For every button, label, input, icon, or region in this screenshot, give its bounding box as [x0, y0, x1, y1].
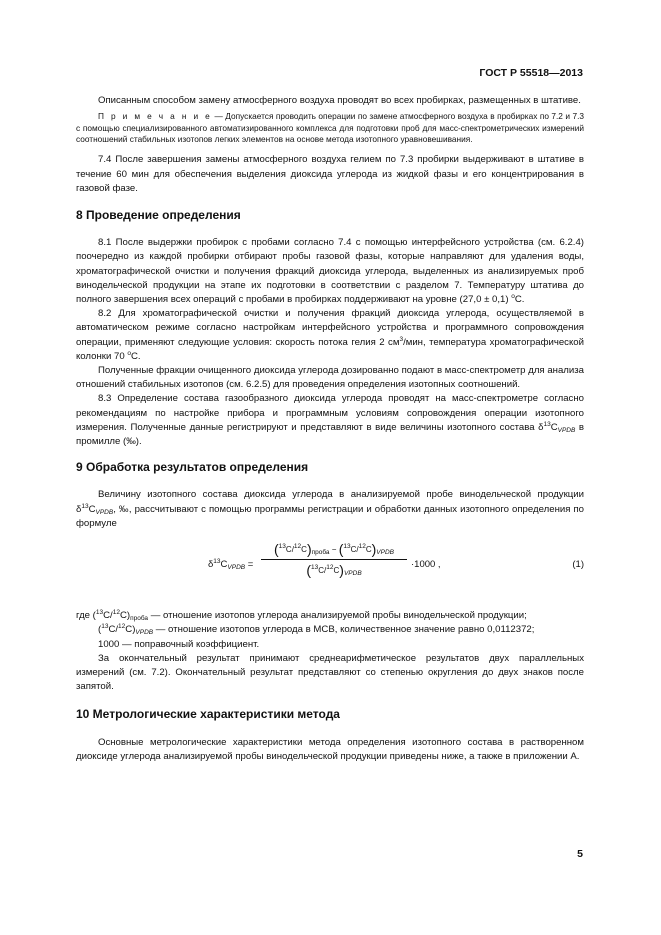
- formula-number: (1): [572, 559, 584, 571]
- note-text: — Допускается проводить операции по замене атмосферного воздуха в пробирках по 7.2 и 7.3 с помощью специализированного автоматизированного комплекса для подготовки проб для масс-спектрометрических измерений соотношений стабильных изотопов легких элементов на основе метода изотопного уравновешивания.: [76, 111, 584, 145]
- page-number: 5: [577, 848, 583, 860]
- formula-denominator: $(^{13}C/^{12}C)_{VPDB}$: [306, 562, 362, 579]
- formula-1: [76, 539, 584, 601]
- formula-fraction: [259, 539, 409, 580]
- definition-2: $(^{13}C/^{12}C)_{VPDB}$ — отношение изотопов углерода в МСВ, количественное значение равно 0,0112372;: [98, 623, 535, 637]
- formula-lhs: $\delta^{13}C_{VPDB}$ =: [208, 558, 254, 572]
- formula-numerator: $(^{13}C/^{12}C)_{проба} - (^{13}C/^{12}C)_{VPDB}$: [274, 541, 394, 558]
- paragraph-8-3: 8.3 Определение состава газообразного диоксида углерода проводят на масс-спектрометре согласно рекомендациям по настройке прибора и программным условиям сопровождения операции изотопного измерения. Полученные данные регистрируют и представляют в виде величины изотопного состава $\delta^{13}C_{VPDB}$ в промилле (‰).: [76, 393, 585, 448]
- paragraph-8-2b: Полученные фракции очищенного диоксида углерода дозированно подают в масс-спектрометр для анализа отношений стабильных изотопов (см. 6.2.5) для проведения определения изотопных соотношений.: [76, 365, 584, 391]
- formula-multiplier: ·1000 ,: [411, 559, 441, 571]
- paragraph-9-intro: Величину изотопного состава диоксида углерода в анализируемой пробе винодельческой продукции $\delta^{13}C_{VPDB}$, ‰, рассчитывают с помощью программы регистрации и обработки данных изотопного определения по формуле: [76, 489, 584, 529]
- paragraph-replacement: Описанным способом замену атмосферного воздуха проводят во всех пробирках, размещенных в штативе.: [98, 95, 581, 106]
- paragraph-8-1: 8.1 После выдержки пробирок с пробами согласно 7.4 с помощью интерфейсного устройства (см. 6.2.4) поочередно из каждой пробирки отбирают пробы газовой фазы, которые направляют для удаления воды, хроматографической очистки и получения фракций диоксида углерода, выделенных из анализируемых проб винодельческой продукции на этапе их подготовки в соответствии с разделом 7. Температуру штатива до полного завершения всех операций с пробами в пробирках поддерживают на уровне (27,0 ± 0,1) $^o$C.: [76, 237, 584, 306]
- section-8-title: 8 Проведение определения: [76, 208, 241, 223]
- section-10-title: 10 Метрологические характеристики метода: [76, 707, 340, 722]
- note-label: П р и м е ч а н и е: [98, 111, 213, 122]
- section-9-title: 9 Обработка результатов определения: [76, 460, 309, 475]
- standard-header: ГОСТ Р 55518—2013: [479, 67, 583, 79]
- page-content: [76, 94, 584, 764]
- paragraph-final-result: За окончательный результат принимают среднеарифметическое результатов двух параллельных измерений (см. 7.2). Окончательный результат представляют со степенью округления до двух знаков после запятой.: [76, 652, 584, 693]
- paragraph-7-4: 7.4 После завершения замены атмосферного воздуха гелием по 7.3 пробирки выдерживают в штативе в течение 60 мин для обеспечения выделения диоксида углерода из жидкой фазы и его концентрирования в газовой фазе.: [76, 154, 584, 194]
- note-paragraph: [76, 111, 584, 145]
- definition-1: где $(^{13}C/^{12}C)_{проба}$ — отношение изотопов углерода анализируемой пробы винодельческой продукции;: [76, 609, 527, 623]
- paragraph-8-2: 8.2 Для хроматографической очистки и получения фракций диоксида углерода, осуществляемой в автоматическом режиме согласно настройкам интерфейсного устройства и программного сопровождения операции, применяют следующие условия: скорость потока гелия 2 $см^3$/мин, температура хроматографической колонки 70 $^o$C.: [76, 308, 584, 362]
- definition-3: 1000 — поправочный коэффициент.: [98, 638, 260, 650]
- paragraph-10: Основные метрологические характеристики метода определения изотопного состава в растворенном диоксиде углерода анализируемой пробы винодельческой продукции приведены ниже, а также в приложении А.: [76, 736, 584, 762]
